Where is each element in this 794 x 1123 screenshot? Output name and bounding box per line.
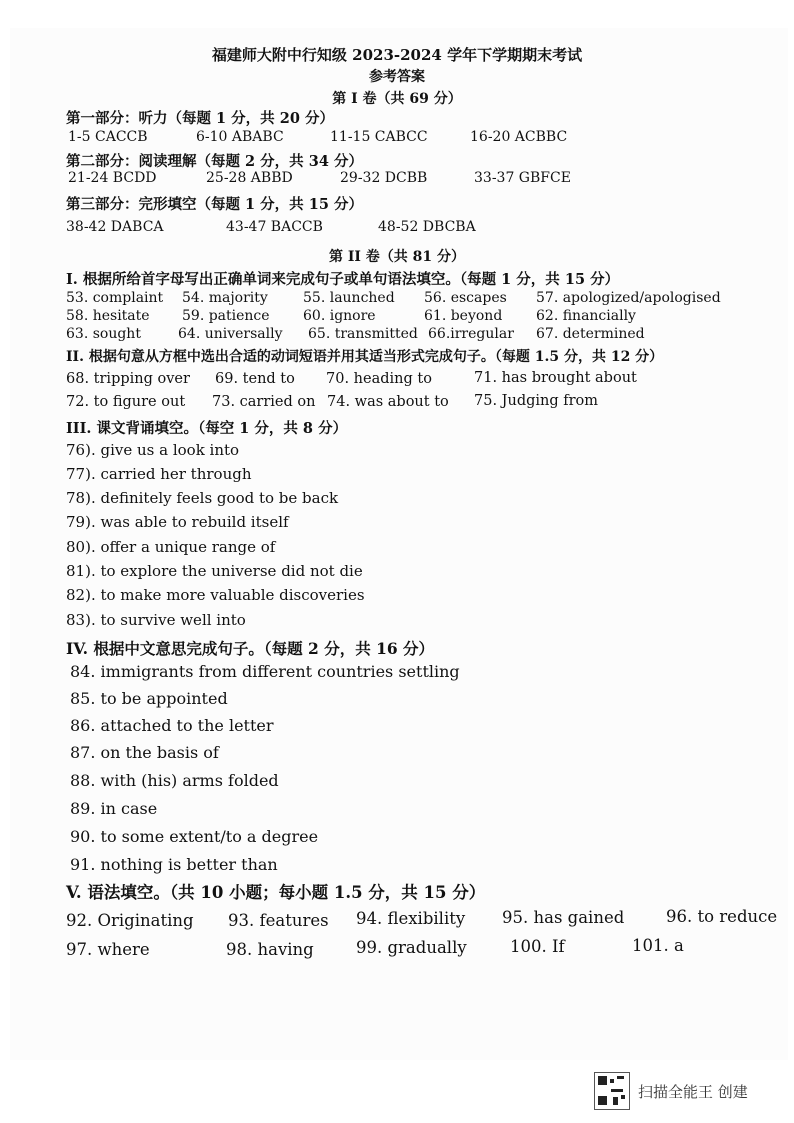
- list-item: 78). definitely feels good to be back: [66, 489, 339, 507]
- answer-item: 100. If: [510, 937, 565, 956]
- answer-item: 62. financially: [536, 308, 636, 324]
- answer-group: 33-37 GBFCE: [474, 170, 571, 186]
- volume-2-heading: 第 II 卷（共 81 分）: [328, 249, 466, 265]
- scanner-watermark: [594, 1072, 748, 1110]
- answer-key-subtitle: 参考答案: [369, 69, 425, 85]
- answer-item: 56. escapes: [424, 290, 507, 306]
- part2-heading: 第二部分：阅读理解（每题 2 分，共 34 分）: [66, 153, 363, 170]
- section-3-heading: III. 课文背诵填空。（每空 1 分，共 8 分）: [66, 420, 348, 437]
- answer-item: 66.irregular: [428, 326, 514, 342]
- list-item: 79). was able to rebuild itself: [66, 513, 289, 531]
- list-item: 90. to some extent/to a degree: [70, 827, 319, 846]
- section-5-heading: V. 语法填空。（共 10 小题；每小题 1.5 分，共 15 分）: [66, 883, 486, 902]
- answer-group: 11-15 CABCC: [330, 129, 428, 145]
- watermark-text: 扫描全能王 创建: [638, 1082, 748, 1101]
- answer-group: 16-20 ACBBC: [470, 129, 568, 145]
- answer-item: 95. has gained: [502, 908, 625, 927]
- list-item: 76). give us a look into: [66, 441, 240, 459]
- answer-group: 21-24 BCDD: [68, 170, 157, 186]
- answer-item: 54. majority: [182, 290, 268, 306]
- qr-code-icon: [594, 1072, 630, 1110]
- answer-item: 97. where: [66, 940, 150, 959]
- list-item: 77). carried her through: [66, 465, 252, 483]
- list-item: 83). to survive well into: [66, 611, 246, 629]
- list-item: 89. in case: [70, 799, 158, 818]
- answer-group: 48-52 DBCBA: [378, 219, 476, 235]
- answer-item: 67. determined: [536, 326, 645, 342]
- answer-item: 93. features: [228, 911, 329, 930]
- answer-item: 70. heading to: [326, 371, 432, 387]
- volume-1-heading: 第 I 卷（共 69 分）: [332, 91, 462, 107]
- answer-item: 74. was about to: [327, 394, 449, 410]
- answer-item: 53. complaint: [66, 290, 164, 306]
- answer-item: 96. to reduce: [666, 907, 778, 926]
- answer-item: 99. gradually: [356, 938, 467, 957]
- answer-item: 68. tripping over: [66, 371, 190, 387]
- list-item: 80). offer a unique range of: [66, 538, 276, 556]
- answer-item: 94. flexibility: [356, 909, 466, 928]
- answer-item: 75. Judging from: [474, 393, 599, 409]
- answer-item: 69. tend to: [215, 371, 295, 387]
- exam-title: 福建师大附中行知级 2023-2024 学年下学期期末考试: [211, 46, 583, 64]
- list-item: 81). to explore the universe did not die: [66, 562, 363, 580]
- answer-group: 29-32 DCBB: [340, 170, 428, 186]
- answer-item: 64. universally: [178, 326, 283, 342]
- answer-item: 63. sought: [66, 326, 141, 342]
- answer-item: 57. apologized/apologised: [536, 290, 721, 306]
- section-1-heading: I. 根据所给首字母写出正确单词来完成句子或单句语法填空。（每题 1 分，共 15 分）: [66, 271, 620, 288]
- answer-group: 25-28 ABBD: [206, 170, 293, 186]
- list-item: 91. nothing is better than: [70, 855, 278, 874]
- part3-heading: 第三部分：完形填空（每题 1 分，共 15 分）: [66, 196, 363, 213]
- list-item: 84. immigrants from different countries settling: [70, 662, 460, 681]
- answer-item: 55. launched: [303, 290, 395, 306]
- answer-item: 101. a: [632, 936, 684, 955]
- answer-group: 38-42 DABCA: [66, 219, 164, 235]
- answer-group: 1-5 CACCB: [68, 129, 148, 145]
- answer-group: 6-10 ABABC: [196, 129, 284, 145]
- list-item: 88. with (his) arms folded: [70, 771, 279, 790]
- answer-item: 73. carried on: [212, 394, 316, 410]
- section-2-heading: II. 根据句意从方框中选出合适的动词短语并用其适当形式完成句子。（每题 1.5 分，共 12 分）: [66, 349, 664, 365]
- answer-item: 58. hesitate: [66, 308, 150, 324]
- answer-item: 60. ignore: [303, 308, 376, 324]
- part1-heading: 第一部分：听力（每题 1 分，共 20 分）: [66, 110, 334, 127]
- answer-item: 59. patience: [182, 308, 270, 324]
- list-item: 87. on the basis of: [70, 743, 219, 762]
- answer-item: 72. to figure out: [66, 394, 186, 410]
- list-item: 85. to be appointed: [70, 689, 228, 708]
- section-4-heading: IV. 根据中文意思完成句子。（每题 2 分，共 16 分）: [66, 639, 435, 658]
- answer-item: 98. having: [226, 940, 314, 959]
- list-item: 82). to make more valuable discoveries: [66, 586, 365, 604]
- answer-item: 71. has brought about: [474, 370, 637, 386]
- list-item: 86. attached to the letter: [70, 716, 274, 735]
- answer-item: 92. Originating: [66, 911, 194, 930]
- answer-item: 65. transmitted: [308, 326, 418, 342]
- answer-group: 43-47 BACCB: [226, 219, 323, 235]
- answer-item: 61. beyond: [424, 308, 503, 324]
